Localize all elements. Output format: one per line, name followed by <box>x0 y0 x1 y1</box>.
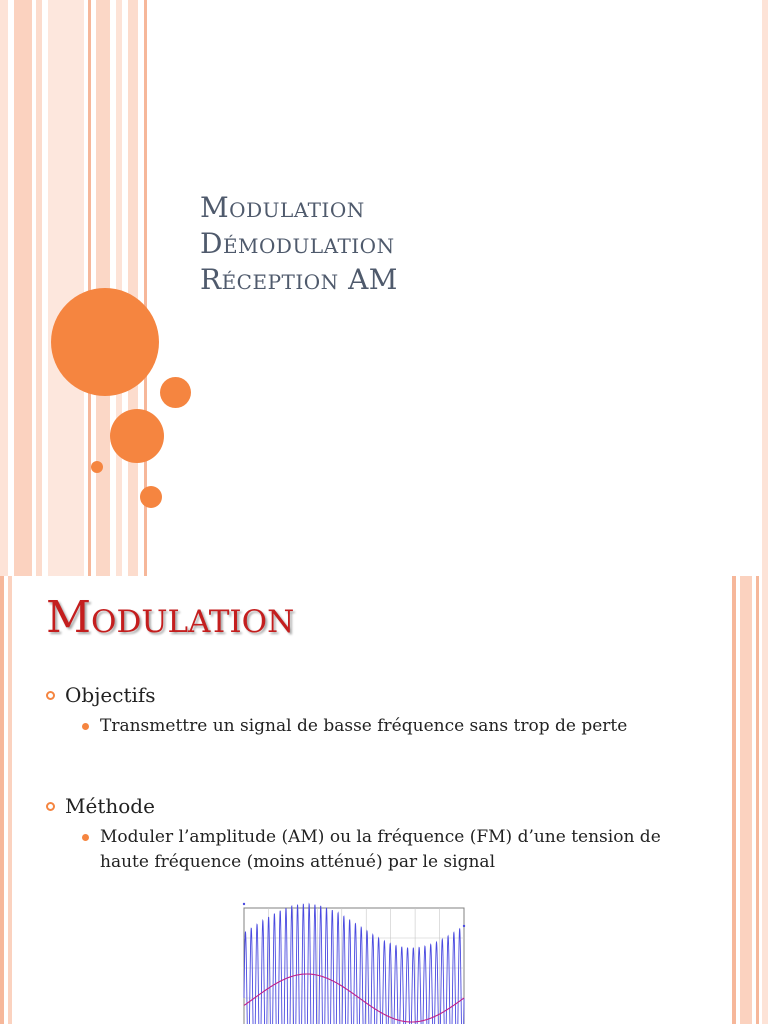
title-line: Modulation <box>200 191 365 224</box>
decor-stripe <box>48 0 84 576</box>
dot-bullet-icon <box>82 834 89 841</box>
modulation-slide <box>0 576 768 1024</box>
sub-bullet-objectifs <box>82 714 682 739</box>
bullet-methode <box>46 793 155 819</box>
decor-stripe <box>36 0 42 576</box>
bullet-label: Méthode <box>65 794 155 818</box>
presentation-title <box>200 190 398 298</box>
decor-stripe <box>116 0 122 576</box>
dot-bullet-icon <box>82 723 89 730</box>
bullet-label: Objectifs <box>65 683 156 707</box>
decor-stripe <box>14 0 32 576</box>
decor-stripe <box>0 0 8 576</box>
decor-circle-tiny <box>91 461 103 473</box>
sub-bullet-text: Transmettre un signal de basse fréquence sans trop de perte <box>100 716 628 736</box>
decor-stripe <box>740 576 752 1024</box>
am-waveform-figure <box>240 902 468 1024</box>
decor-circle-small <box>160 377 191 408</box>
decor-stripe <box>762 576 768 1024</box>
sub-bullet-text: Moduler l’amplitude (AM) ou la fréquence (FM) d’une tension de haute fréquence (moins atténué) par le signal <box>100 827 661 872</box>
ring-bullet-icon <box>46 802 55 811</box>
decor-circle-small <box>140 486 162 508</box>
decor-stripe <box>732 576 736 1024</box>
title-line: Réception AM <box>200 263 398 296</box>
decor-stripe <box>762 0 768 576</box>
bullet-objectifs <box>46 682 156 708</box>
decor-circle-large <box>51 288 159 396</box>
title-line: Démodulation <box>200 227 395 260</box>
sub-bullet-methode <box>82 825 682 875</box>
decor-circle-medium <box>110 409 164 463</box>
slide-title: Modulation <box>46 592 295 643</box>
decor-stripe <box>128 0 138 576</box>
decor-stripe <box>8 576 12 1024</box>
ring-bullet-icon <box>46 691 55 700</box>
decor-stripe <box>88 0 91 576</box>
decor-stripe <box>756 576 759 1024</box>
decor-stripe <box>0 576 4 1024</box>
